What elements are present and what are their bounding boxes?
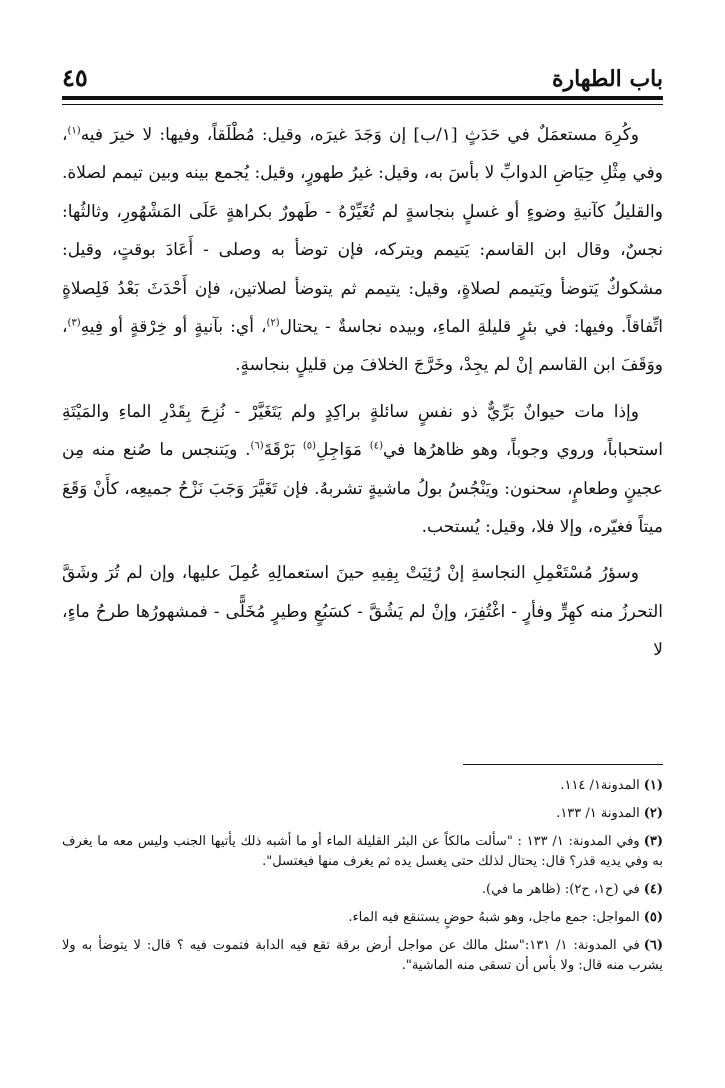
footnote-number: (٦) [643, 938, 663, 953]
footnote-ref-2: (٢) [266, 317, 280, 329]
footnote-separator [463, 764, 663, 765]
footnote-ref-6: (٦) [250, 440, 264, 452]
paragraph-1 [62, 116, 663, 385]
paragraph-2-text-c: بَرْقَةَ [263, 440, 303, 461]
footnote-text: المدونة ١/ ١٣٣. [556, 806, 640, 821]
paragraph-3-text: وسؤرُ مُسْتَعْمِلِ النجاسةِ إنْ رُئِيَتْ بِفِيهِ حينَ استعمالِهِ عُمِلَ عليها، وإن لم تُرَ وشَقَّ التحرزُ منه كهِرٍّ وفأرٍ - اغْتُفِرَ، وإنْ لم يَشُقَّ - كسَبُعٍ وطيرٍ مُخَلًّى - فمشهورُها طرحُ ماءٍ، لا [62, 563, 663, 661]
running-head [62, 52, 663, 92]
paragraph-1-text-a: وكُرِهَ مستعمَلٌ في حَدَثٍ [١/ب] إن وَجَدَ غيرَه، وقيل: مُطْلَقاً، وفيها: لا خيرَ فيه [80, 125, 639, 145]
paragraph-1-text-d: ، ووَقَفَ ابن القاسم إنْ لم يجِدْ، وخَرَّجَ الخلافَ مِن قليلٍ بنجاسةٍ. [62, 317, 663, 376]
page-number: ٤٥ [62, 63, 88, 92]
main-text [62, 116, 663, 670]
footnote-text: في المدونة: ١/ ١٣١:"سئل مالك عن مواجل أرض برقة تقع فيه الدابة فتموت فيه ؟ قال: لا يتوضأ به ولا يشرب منه قال: ولا بأس أن تسقى منه الماشية". [62, 938, 663, 973]
header-rule-thick [62, 96, 663, 100]
paragraph-2-text-a: وإذا مات حيوانٌ بَرِّيٌّ ذو نفسٍ سائلةٍ براكِدٍ ولم يَتَغَيَّرْ - نُزِحَ بِقَدْرِ الماءِ والمَيْتَةِ استحباباً، وروي وجوباً، وهو ظاهرُها في [62, 401, 663, 461]
footnote-text: المدونة١/ ١١٤. [560, 778, 640, 793]
footnote-text: المواجل: جمع ماجل، وهو شبهُ حوضٍ يستنقع فيه الماء. [348, 910, 640, 925]
footnote-6 [62, 936, 663, 976]
footnote-ref-3: (٣) [67, 317, 81, 329]
paragraph-3 [62, 554, 663, 669]
footnote-3 [62, 832, 663, 872]
footnote-ref-4: (٤) [369, 440, 383, 452]
footnote-number: (٣) [643, 834, 663, 849]
footnote-text: وفي المدونة: ١/ ١٣٣ : "سألت مالكاً عن البئر القليلة الماء أو ما أشبه ذلك يأتيها الجنب وليس معه ما يغرف به وفي يديه قذر؟ قال: يحتال لذلك حتى يغسل يده ثم يغرف منها فيغتسل". [62, 834, 663, 869]
footnote-number: (٥) [643, 910, 663, 925]
footnote-ref-5: (٥) [302, 440, 316, 452]
footnote-4 [62, 880, 663, 900]
footnote-text: في (ح١، ح٢): (ظاهر ما في). [481, 882, 640, 897]
paragraph-1-text-b: ، وفي مِثْلِ حِيَاضِ الدوابِّ لا بأسَ به، وقيل: غيرُ طهورٍ، وقيل: يُجمع بينه وبين تيمم لصلاة. والقليلُ كآنيةِ وضوءٍ أو غسلٍ بنجاسةٍ لم تُغَيِّرْهُ - طَهورٌ بكراهةٍ عَلَى المَشْهُورِ، وثالثُها: نجسٌ، وقال ابن القاسم: يَتيمم ويتركه، فإن توضأ به وصلى - أَعَادَ بوقتٍ، وقيل: مشكوكٌ يَتوضأ ويَتيمم لصلاةٍ، وقيل: يتيمم ثم يتوضأ لصلاتين، فإن أَحْدَثَ بَعْدُ فَلِصلاةٍ اتِّفاقاً. وفيها: في بئرٍ قليلةِ الماءِ، وبيده نجاسةٌ - يحتال [62, 125, 663, 338]
paragraph-2-text-d: . ويَتنجس ما صُنع منه مِن عجينٍ وطعامٍ، سحنون: ويَنْجُسُ بولُ ماشيةٍ تشربهُ. فإن تَغَيَّرَ وَجَبَ نَزْحُ جميعِه، كأَنْ وَقَعَ ميتاً فغيّره، وإلا فلا، وقيل: يُستحب. [62, 440, 663, 538]
footnote-ref-1: (١) [67, 125, 81, 137]
paragraph-2-text-b: مَوَاجِلِ [316, 440, 370, 461]
footnote-number: (١) [643, 778, 663, 793]
paragraph-1-text-c: ، أي: بآنيةٍ أو خِرْقةٍ أو فِيهِ [80, 317, 267, 338]
footnote-2 [62, 804, 663, 824]
footnote-number: (٢) [643, 806, 663, 821]
paragraph-2 [62, 393, 663, 547]
chapter-title: باب الطهارة [551, 66, 663, 92]
footnotes [62, 776, 663, 984]
footnote-number: (٤) [643, 882, 663, 897]
footnote-1 [62, 776, 663, 796]
footnote-5 [62, 908, 663, 928]
header-rule-thin [62, 104, 663, 105]
